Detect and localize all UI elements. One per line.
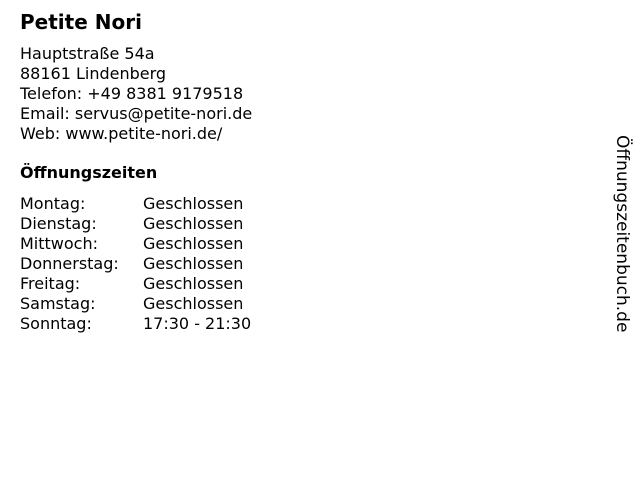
- opening-hours-heading: Öffnungszeiten: [20, 163, 158, 182]
- website-url: Web: www.petite-nori.de/: [20, 124, 223, 143]
- brand-watermark: Öffnungszeitenbuch.de: [612, 135, 632, 333]
- day-label: Sonntag:: [20, 314, 92, 333]
- day-label: Samstag:: [20, 294, 96, 313]
- hours-row-wednesday: [20, 234, 251, 254]
- hours-value: Geschlossen: [143, 294, 244, 313]
- phone-number: Telefon: +49 8381 9179518: [20, 84, 244, 103]
- city-postal: 88161 Lindenberg: [20, 64, 167, 83]
- hours-value: Geschlossen: [143, 274, 244, 293]
- hours-value: 17:30 - 21:30: [143, 314, 252, 333]
- day-label: Montag:: [20, 194, 86, 213]
- hours-value: Geschlossen: [143, 254, 244, 273]
- street-address: Hauptstraße 54a: [20, 44, 155, 63]
- hours-row-thursday: [20, 254, 251, 274]
- address-block: [20, 44, 252, 144]
- day-label: Freitag:: [20, 274, 81, 293]
- hours-value: Geschlossen: [143, 214, 244, 233]
- hours-row-friday: [20, 274, 251, 294]
- hours-value: Geschlossen: [143, 194, 244, 213]
- email-address: Email: servus@petite-nori.de: [20, 104, 253, 123]
- restaurant-name: Petite Nori: [20, 10, 142, 34]
- day-label: Donnerstag:: [20, 254, 119, 273]
- hours-row-sunday: [20, 314, 251, 334]
- hours-row-monday: [20, 194, 251, 214]
- hours-row-saturday: [20, 294, 251, 314]
- opening-hours-table: [20, 194, 251, 334]
- day-label: Mittwoch:: [20, 234, 98, 253]
- day-label: Dienstag:: [20, 214, 97, 233]
- hours-row-tuesday: [20, 214, 251, 234]
- hours-value: Geschlossen: [143, 234, 244, 253]
